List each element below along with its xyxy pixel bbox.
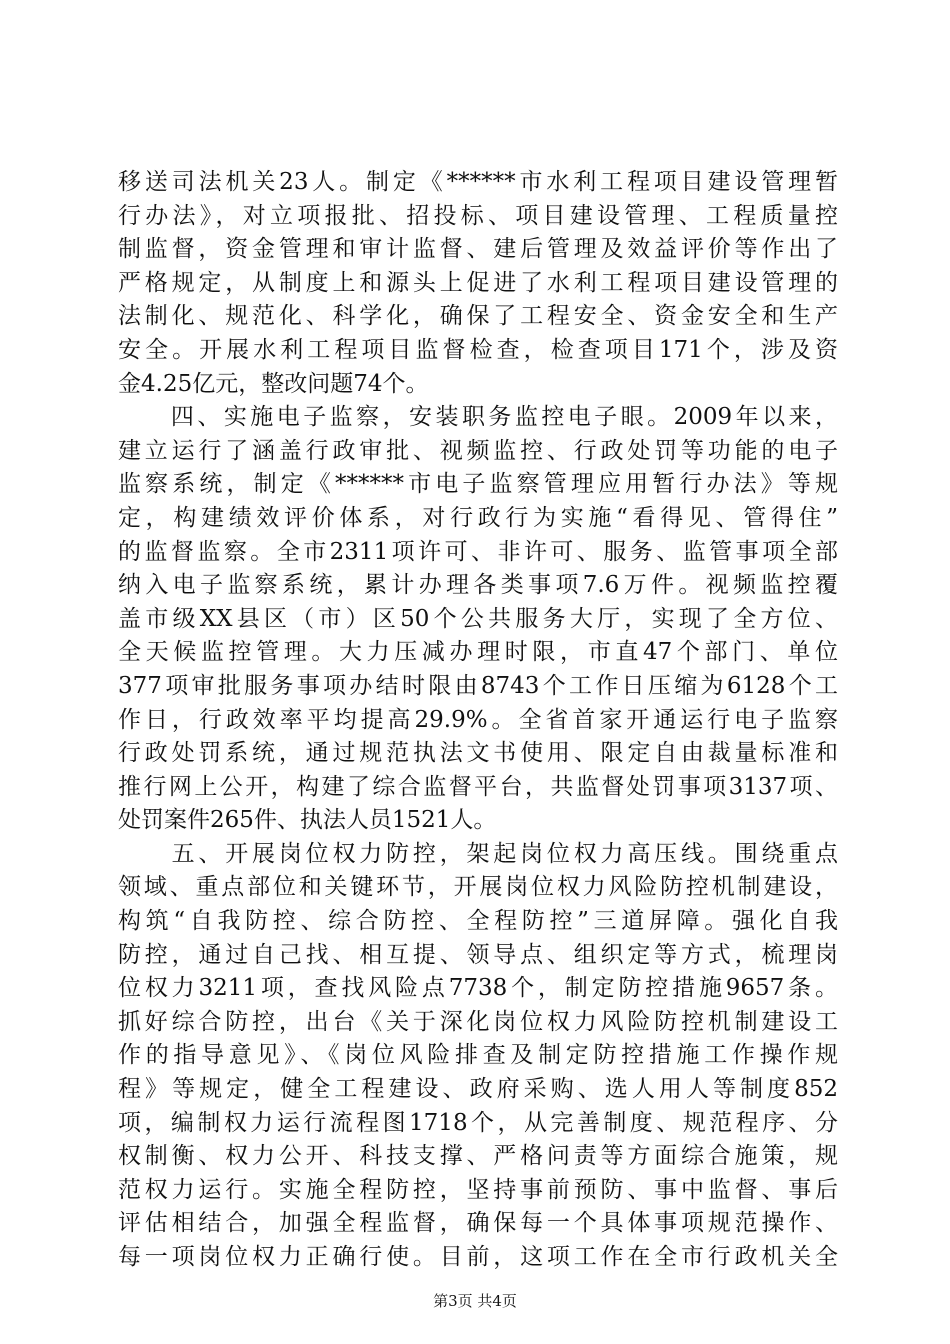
text-line: 范权力运行。实施全程防控，坚持事前预防、事中监督、事后 xyxy=(118,1176,838,1203)
text-line: 权制衡、权力公开、科技支撑、严格问责等方面综合施策，规 xyxy=(118,1143,838,1170)
text-line: 行办法》，对立项报批、招投标、项目建设管理、工程质量控 xyxy=(118,202,838,229)
text-line: 防控，通过自己找、相互提、领导点、组织定等方式，梳理岗 xyxy=(118,941,838,968)
text-line: 抓好综合防控，出台《关于深化岗位权力风险防控机制建设工 xyxy=(118,1008,838,1035)
text-line: 作日，行政效率平均提高29.9%。全省首家开通运行电子监察 xyxy=(118,706,838,733)
text-line: 全天候监控管理。大力压减办理时限，市直47个部门、单位 xyxy=(118,639,838,666)
text-line: 金4.25亿元，整改问题74个。 xyxy=(118,370,429,397)
body-text xyxy=(118,166,838,1275)
text-line: 纳入电子监察系统，累计办理各类事项7.6万件。视频监控覆 xyxy=(118,572,838,599)
text-line: 行政处罚系统，通过规范执法文书使用、限定自由裁量标准和 xyxy=(118,740,838,767)
text-line: 的监督监察。全市2311项许可、非许可、服务、监管事项全部 xyxy=(118,538,838,565)
text-line: 处罚案件265件、执法人员1521人。 xyxy=(118,807,497,834)
text-line: 377项审批服务事项办结时限由8743个工作日压缩为6128个工 xyxy=(118,672,838,699)
text-line: 领域、重点部位和关键环节，开展岗位权力风险防控机制建设， xyxy=(118,874,838,901)
text-line: 建立运行了涵盖行政审批、视频监控、行政处罚等功能的电子 xyxy=(118,437,838,464)
text-line: 安全。开展水利工程项目监督检查，检查项目171个，涉及资 xyxy=(118,336,838,363)
text-line: 推行网上公开，构建了综合监督平台，共监督处罚事项3137项、 xyxy=(118,773,838,800)
text-line: 位权力3211项，查找风险点7738个，制定防控措施9657条。 xyxy=(118,975,838,1002)
text-line: 评估相结合，加强全程监督，确保每一个具体事项规范操作、 xyxy=(118,1210,838,1237)
text-line: 监察系统，制定《******市电子监察管理应用暂行办法》等规 xyxy=(118,471,838,498)
page-number-footer: 第3页 共4页 xyxy=(433,1292,517,1310)
text-line: 项，编制权力运行流程图1718个，从完善制度、规范程序、分 xyxy=(118,1109,838,1136)
text-line: 制监督，资金管理和审计监督、建后管理及效益评价等作出了 xyxy=(118,236,838,263)
text-line: 四、实施电子监察，安装职务监控电子眼。2009年以来， xyxy=(118,404,838,431)
text-line: 五、开展岗位权力防控，架起岗位权力高压线。围绕重点 xyxy=(118,840,838,867)
text-line: 作的指导意见》、《岗位风险排查及制定防控措施工作操作规 xyxy=(118,1042,838,1069)
text-line: 每一项岗位权力正确行使。目前，这项工作在全市行政机关全 xyxy=(118,1244,838,1270)
text-line: 盖市级XX县区（市）区50个公共服务大厅，实现了全方位、 xyxy=(118,605,838,632)
text-line: 定，构建绩效评价体系，对行政行为实施“看得见、管得住” xyxy=(118,504,838,531)
text-line: 移送司法机关23人。制定《******市水利工程项目建设管理暂 xyxy=(118,169,838,195)
text-line: 法制化、规范化、科学化，确保了工程安全、资金安全和生产 xyxy=(118,303,838,330)
text-line: 构筑“自我防控、综合防控、全程防控”三道屏障。强化自我 xyxy=(118,908,838,935)
text-line: 程》等规定，健全工程建设、政府采购、选人用人等制度852 xyxy=(118,1076,838,1103)
text-line: 严格规定，从制度上和源头上促进了水利工程项目建设管理的 xyxy=(118,269,838,296)
